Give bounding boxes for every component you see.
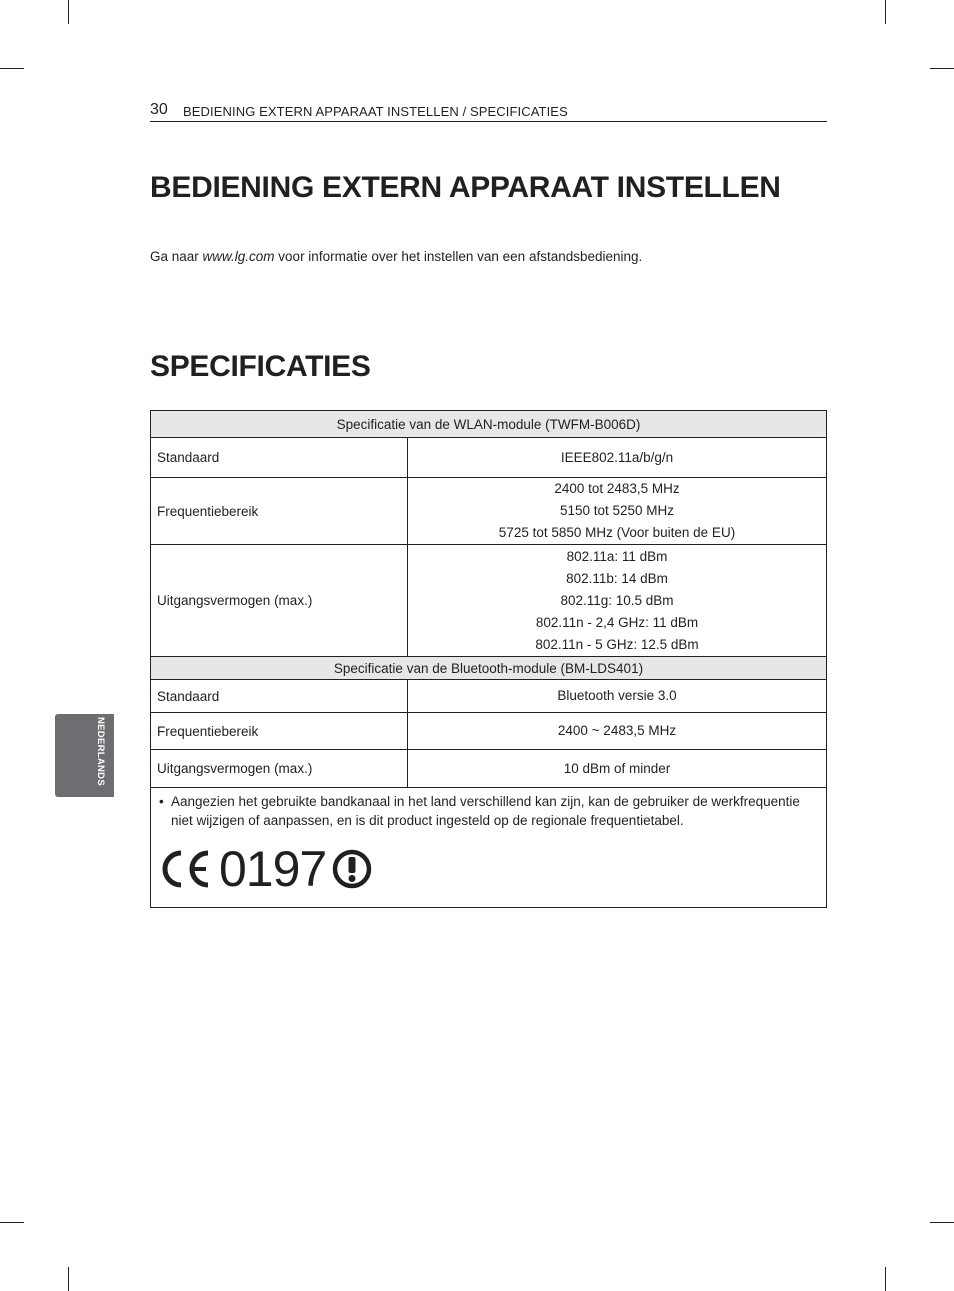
row-label: Frequentiebereik bbox=[151, 713, 408, 750]
row-value: 2400 tot 2483,5 MHz 5150 tot 5250 MHz 5725 tot 5850 MHz (Voor buiten de EU) bbox=[408, 478, 827, 545]
table-row bbox=[151, 750, 827, 788]
row-value: 802.11a: 11 dBm 802.11b: 14 dBm 802.11g: 10.5 dBm 802.11n - 2,4 GHz: 11 dBm 802.11n - 5 GHz: 12.5 dBm bbox=[408, 545, 827, 657]
row-label: Standaard bbox=[151, 680, 408, 713]
row-value: IEEE802.11a/b/g/n bbox=[408, 438, 827, 478]
row-value: 2400 ~ 2483,5 MHz bbox=[408, 713, 827, 750]
note-text: Aangezien het gebruikte bandkanaal in het land verschillend kan zijn, kan de gebruiker de werkfrequentie niet wijzigen of aanpassen, en is dit product ingesteld op de regionale frequentietabel. bbox=[171, 794, 800, 828]
row-label: Frequentiebereik bbox=[151, 478, 408, 545]
running-head: BEDIENING EXTERN APPARAAT INSTELLEN / SPECIFICATIES bbox=[183, 104, 568, 119]
crop-mark bbox=[0, 1222, 24, 1223]
crop-mark bbox=[885, 1267, 886, 1291]
page-header bbox=[150, 101, 827, 122]
row-value: Bluetooth versie 3.0 bbox=[408, 680, 827, 713]
table-row bbox=[151, 713, 827, 750]
intro-paragraph: Ga naar www.lg.com voor informatie over het instellen van een afstandsbediening. bbox=[150, 249, 643, 264]
wlan-header: Specificatie van de WLAN-module (TWFM-B006D) bbox=[151, 411, 827, 438]
crop-mark bbox=[68, 0, 69, 24]
table-group-header bbox=[151, 411, 827, 438]
language-side-tab bbox=[55, 714, 114, 797]
table-row bbox=[151, 478, 827, 545]
ce-mark-icon bbox=[159, 849, 213, 889]
compliance-marks bbox=[159, 841, 816, 897]
bluetooth-header: Specificatie van de Bluetooth-module (BM-LDS401) bbox=[151, 657, 827, 680]
bullet: • bbox=[159, 794, 164, 809]
notified-body-number: 0197 bbox=[219, 841, 327, 897]
row-label: Uitgangsvermogen (max.) bbox=[151, 750, 408, 788]
table-note-row bbox=[151, 788, 827, 908]
crop-mark bbox=[930, 1222, 954, 1223]
row-label: Standaard bbox=[151, 438, 408, 478]
crop-mark bbox=[930, 68, 954, 69]
spec-table bbox=[150, 410, 827, 908]
crop-mark bbox=[68, 1267, 69, 1291]
row-value: 10 dBm of minder bbox=[408, 750, 827, 788]
page-number: 30 bbox=[150, 101, 168, 118]
row-label: Uitgangsvermogen (max.) bbox=[151, 545, 408, 657]
crop-mark bbox=[885, 0, 886, 24]
table-row bbox=[151, 680, 827, 713]
section-title-specifications: SPECIFICATIES bbox=[150, 350, 371, 383]
lg-website-link[interactable]: www.lg.com bbox=[202, 249, 275, 264]
table-row bbox=[151, 438, 827, 478]
section-title-remote-setup: BEDIENING EXTERN APPARAAT INSTELLEN bbox=[150, 171, 781, 204]
note-cell bbox=[151, 788, 827, 908]
table-group-header bbox=[151, 657, 827, 680]
table-row bbox=[151, 545, 827, 657]
language-tab-label: NEDERLANDS bbox=[95, 717, 106, 786]
frequency-note bbox=[159, 792, 816, 830]
alert-class-icon bbox=[332, 849, 372, 889]
crop-mark bbox=[0, 68, 24, 69]
